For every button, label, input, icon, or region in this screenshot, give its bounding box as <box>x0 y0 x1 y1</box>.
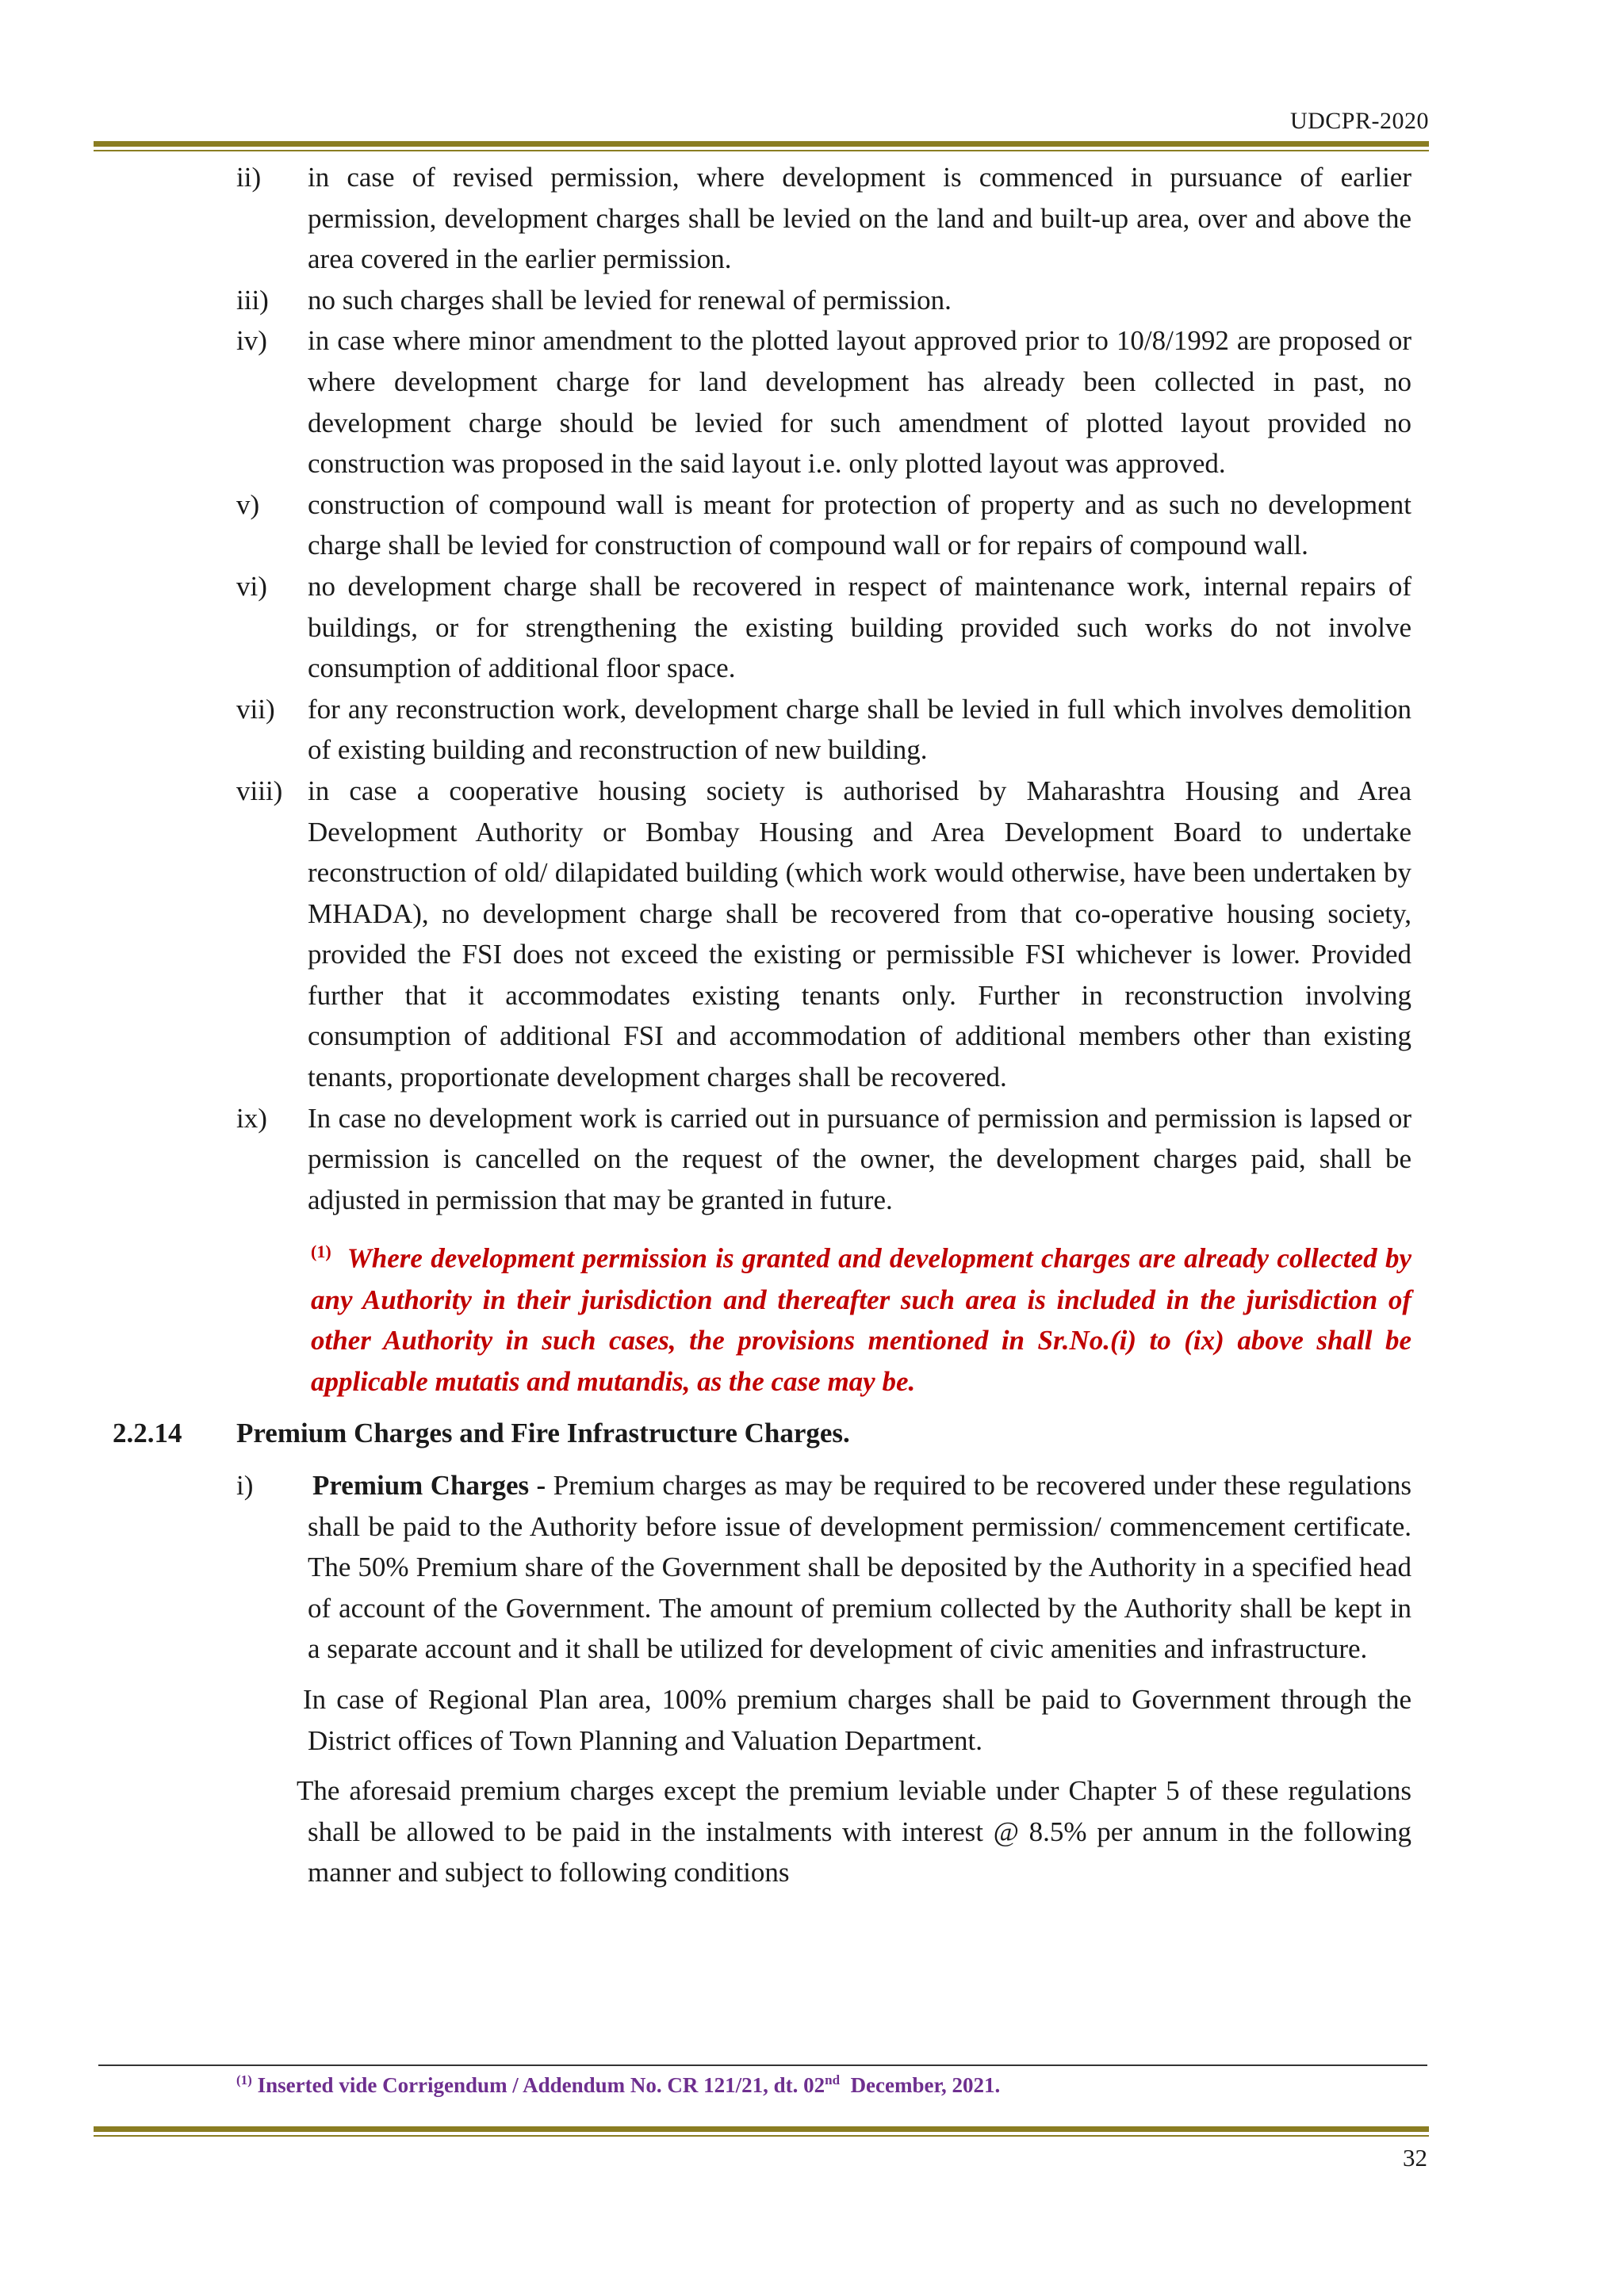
item-number: ix) <box>236 1102 267 1134</box>
list-item <box>0 1098 1624 1221</box>
page-number: 32 <box>1403 2144 1427 2172</box>
item-number: vii) <box>236 693 275 725</box>
note-marker: (1) <box>311 1242 331 1262</box>
paragraph-regional-plan <box>0 1679 1624 1761</box>
sub-item-lead: Premium Charges - <box>312 1470 546 1502</box>
footnote <box>236 2072 1000 2098</box>
item-text: in case a cooperative housing society is authorised by Maharashtra Housing and Area Development Authority or Bombay Housing and Area Development Board to undertake reconstruction of old/ dilapidated building (which work would otherwise, have been undertaken by MHADA), no development charge shall be recovered from that co-operative housing society, provided the FSI does not exceed the existing or permissible FSI whichever is lower. Provided further that it accommodates existing tenants only. Further in reconstruction involving consumption of additional FSI and accommodation of additional members other than existing tenants, proportionate development charges shall be recovered. <box>308 775 1411 1093</box>
item-number: i) <box>236 1470 254 1502</box>
item-text: in case where minor amendment to the plotted layout approved prior to 10/8/1992 are proposed or where development charge for land development has already been collected in past, no development charge should be levied for such amendment of plotted layout provided no construction was proposed in the said layout i.e. only plotted layout was approved. <box>308 325 1411 480</box>
footer-rule <box>94 2126 1429 2132</box>
item-text: for any reconstruction work, development charge shall be levied in full which involves demolition of existing building and reconstruction of new building. <box>308 693 1411 766</box>
item-number: v) <box>236 488 260 520</box>
paragraph-instalments <box>0 1770 1624 1893</box>
item-number: ii) <box>236 162 262 193</box>
footnote-rule <box>98 2064 1427 2066</box>
item-text: in case of revised permission, where development is commenced in pursuance of earlier permission, development charges shall be levied on the land and built-up area, over and above the area covered in the earlier permission. <box>308 162 1411 275</box>
list-item <box>0 689 1624 771</box>
item-text: no such charges shall be levied for renewal of permission. <box>308 284 952 316</box>
footnote-text-end: December, 2021. <box>840 2073 1001 2097</box>
header-rule <box>94 141 1429 147</box>
item-number: vi) <box>236 570 267 602</box>
list-item <box>0 771 1624 1098</box>
paragraph-text: The aforesaid premium charges except the premium leviable under Chapter 5 of these regulations shall be allowed to be paid in the instalments with interest @ 8.5% per annum in the following manner and subject to following conditions <box>297 1775 1411 1888</box>
list-item <box>0 280 1624 321</box>
body-text <box>0 157 1624 1893</box>
section-heading <box>0 1413 1624 1454</box>
footnote-text: Inserted vide Corrigendum / Addendum No. CR 121/21, dt. 02 <box>257 2073 825 2097</box>
footnote-superscript: nd <box>825 2072 841 2087</box>
sub-item-text: Premium charges as may be required to be recovered under these regulations shall be paid to the Authority before issue of development permission/ commencement certificate. The 50% Premium share of the Government shall be deposited by the Authority in a specified head of account of the Government. The amount of premium collected by the Authority shall be kept in a separate account and it shall be utilized for development of civic amenities and infrastructure. <box>308 1470 1412 1665</box>
amendment-note <box>0 1231 1624 1402</box>
list-item <box>0 566 1624 689</box>
list-item <box>0 320 1624 484</box>
paragraph-text: In case of Regional Plan area, 100% premium charges shall be paid to Government through the District offices of Town Planning and Valuation Department. <box>303 1684 1411 1756</box>
item-text: construction of compound wall is meant for protection of property and as such no development charge shall be levied for construction of compound wall or for repairs of compound wall. <box>308 488 1411 561</box>
item-text: no development charge shall be recovered in respect of maintenance work, internal repairs of buildings, or for strengthening the existing building provided such works do not involve consumption of additional floor space. <box>308 570 1411 684</box>
document-code: UDCPR-2020 <box>1289 108 1429 134</box>
footnote-marker: (1) <box>236 2072 252 2087</box>
list-item <box>0 484 1624 566</box>
item-number: viii) <box>236 775 283 806</box>
footer-rule-thin <box>94 2135 1429 2137</box>
header-rule-thin <box>94 150 1429 151</box>
item-number: iii) <box>236 284 269 316</box>
list-item <box>0 157 1624 280</box>
note-text: Where development permission is granted and development charges are already collected by any Authority in their jurisdiction and thereafter such area is included in the jurisdiction of other Authority in such cases, the provisions mentioned in Sr.No.(i) to (ix) above shall be applicable mutatis and mutandis, as the case may be. <box>311 1243 1411 1397</box>
item-text: In case no development work is carried out in pursuance of permission and permission is lapsed or permission is cancelled on the request of the owner, the development charges paid, shall be adjusted in permission that may be granted in future. <box>308 1102 1411 1215</box>
item-number: iv) <box>236 325 267 357</box>
section-title: Premium Charges and Fire Infrastructure Charges. <box>236 1418 850 1449</box>
sub-item-premium <box>0 1465 1624 1670</box>
section-number: 2.2.14 <box>113 1418 182 1449</box>
